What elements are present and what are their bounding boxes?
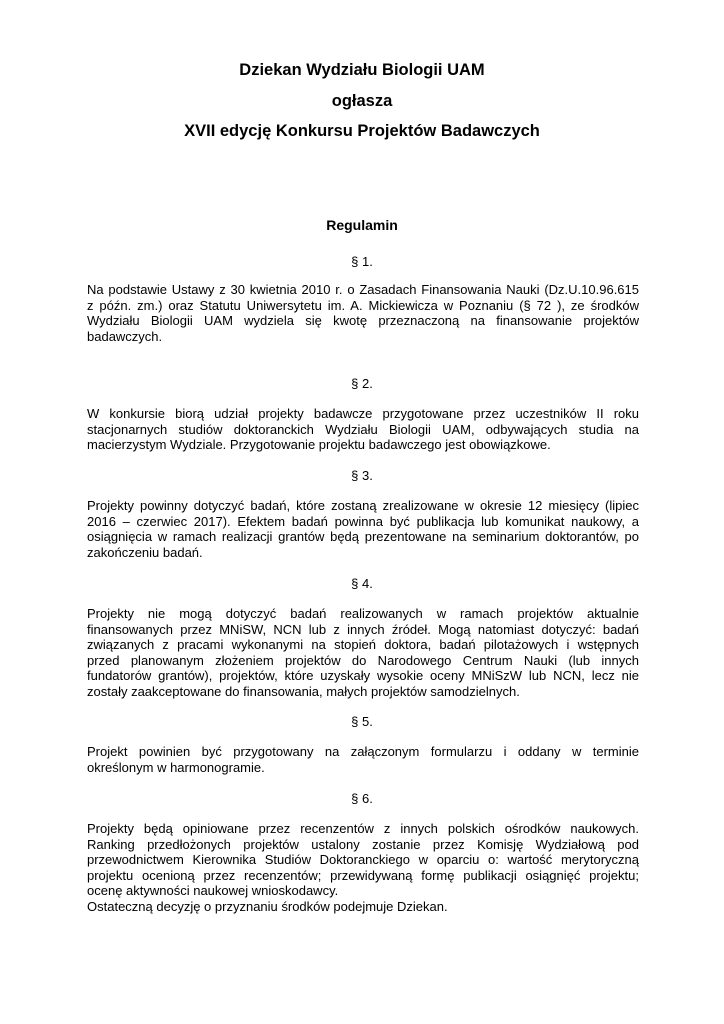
paragraph-line: Na podstawie Ustawy z 30 kwietnia 2010 r. o Zasadach Finansowania Nauki (Dz.U.10.96.615 — [87, 282, 639, 297]
paragraph-line: określonym w harmonogramie. — [87, 759, 265, 775]
section-mark-3: § 3. — [351, 468, 373, 483]
header-announces: ogłasza — [331, 92, 393, 110]
section-mark-2: § 2. — [351, 376, 373, 391]
paragraph-line: W konkursie biorą udział projekty badawcze przygotowane przez uczestników II roku — [87, 406, 639, 421]
paragraph-line: projektu ocenioną przez recenzentów; przewidywaną formę publikacji osiągnięć projektu; — [87, 867, 639, 883]
paragraph-line: zakończeniu badań. — [87, 544, 203, 560]
paragraph-line: związanych z pracami wykonanymi na stopień doktora, badań pilotażowych i wstępnych — [87, 637, 639, 653]
paragraph-line: zostały zaakceptowane do finansowania, małych projektów samodzielnych. — [87, 683, 520, 699]
paragraph-line: Ranking przedłożonych projektów ustalony zostanie przez Komisję Wydziałową pod — [87, 836, 639, 852]
paragraph-line: przed planowanym złożeniem projektów do Narodowego Centrum Nauki (lub innych — [87, 652, 639, 668]
section-paragraph-6 — [87, 821, 639, 915]
header-title: Dziekan Wydziału Biologii UAM — [239, 61, 485, 79]
section-paragraph-2 — [87, 406, 639, 453]
section-paragraph-1 — [87, 282, 639, 344]
paragraph-line: 2016 – czerwiec 2017). Efektem badań powinna być publikacja lub komunikat naukowy, a — [87, 513, 639, 529]
paragraph-line: z późn. zm.) oraz Statutu Uniwersytetu im. A. Mickiewicza w Poznaniu (§ 72 ), ze środków — [87, 297, 639, 313]
section-mark-4: § 4. — [351, 576, 373, 591]
paragraph-line: przewodnictwem Kierownika Studiów Doktoranckiego w oparciu o: wartość merytoryczną — [87, 852, 639, 868]
paragraph-line: Projekty będą opiniowane przez recenzentów z innych polskich ośrodków naukowych. — [87, 821, 639, 836]
paragraph-line: macierzystym Wydziale. Przygotowanie projektu badawczego jest obowiązkowe. — [87, 437, 551, 453]
section-paragraph-3 — [87, 498, 639, 560]
paragraph-line: stacjonarnych studiów doktoranckich Wydziału Biologii UAM, odbywających studia na — [87, 421, 639, 437]
paragraph-line: Projekty nie mogą dotyczyć badań realizowanych w ramach projektów aktualnie — [87, 606, 639, 621]
paragraph-line: Ostateczną decyzję o przyznaniu środków podejmuje Dziekan. — [87, 898, 448, 914]
paragraph-line: Projekty powinny dotyczyć badań, które zostaną zrealizowane w okresie 12 miesięcy (lipiec — [87, 498, 639, 513]
paragraph-line: osiągnięcia w ramach realizacji grantów będą prezentowane na seminarium doktorantów, po — [87, 529, 639, 545]
paragraph-line: Projekt powinien być przygotowany na załączonym formularzu i oddany w terminie — [87, 744, 639, 759]
regulamin-heading: Regulamin — [326, 217, 398, 233]
paragraph-line: Wydziału Biologii UAM wydziela się kwotę przeznaczoną na finansowanie projektów — [87, 313, 639, 329]
section-paragraph-5 — [87, 744, 639, 775]
section-mark-6: § 6. — [351, 791, 373, 806]
paragraph-line: ocenę aktywności naukowej wnioskodawcy. — [87, 883, 339, 899]
section-mark-1: § 1. — [351, 254, 373, 269]
paragraph-line: badawczych. — [87, 328, 163, 344]
header-contest-title: XVII edycję Konkursu Projektów Badawczych — [184, 122, 540, 140]
paragraph-line: finansowanych przez MNiSW, NCN lub z innych źródeł. Mogą natomiast dotyczyć: badań — [87, 621, 639, 637]
section-mark-5: § 5. — [351, 714, 373, 729]
section-paragraph-4 — [87, 606, 639, 700]
paragraph-line: fundatorów grantów), projektów, które uzyskały wysokie oceny MNiSzW lub NCN, lecz nie — [87, 668, 639, 684]
